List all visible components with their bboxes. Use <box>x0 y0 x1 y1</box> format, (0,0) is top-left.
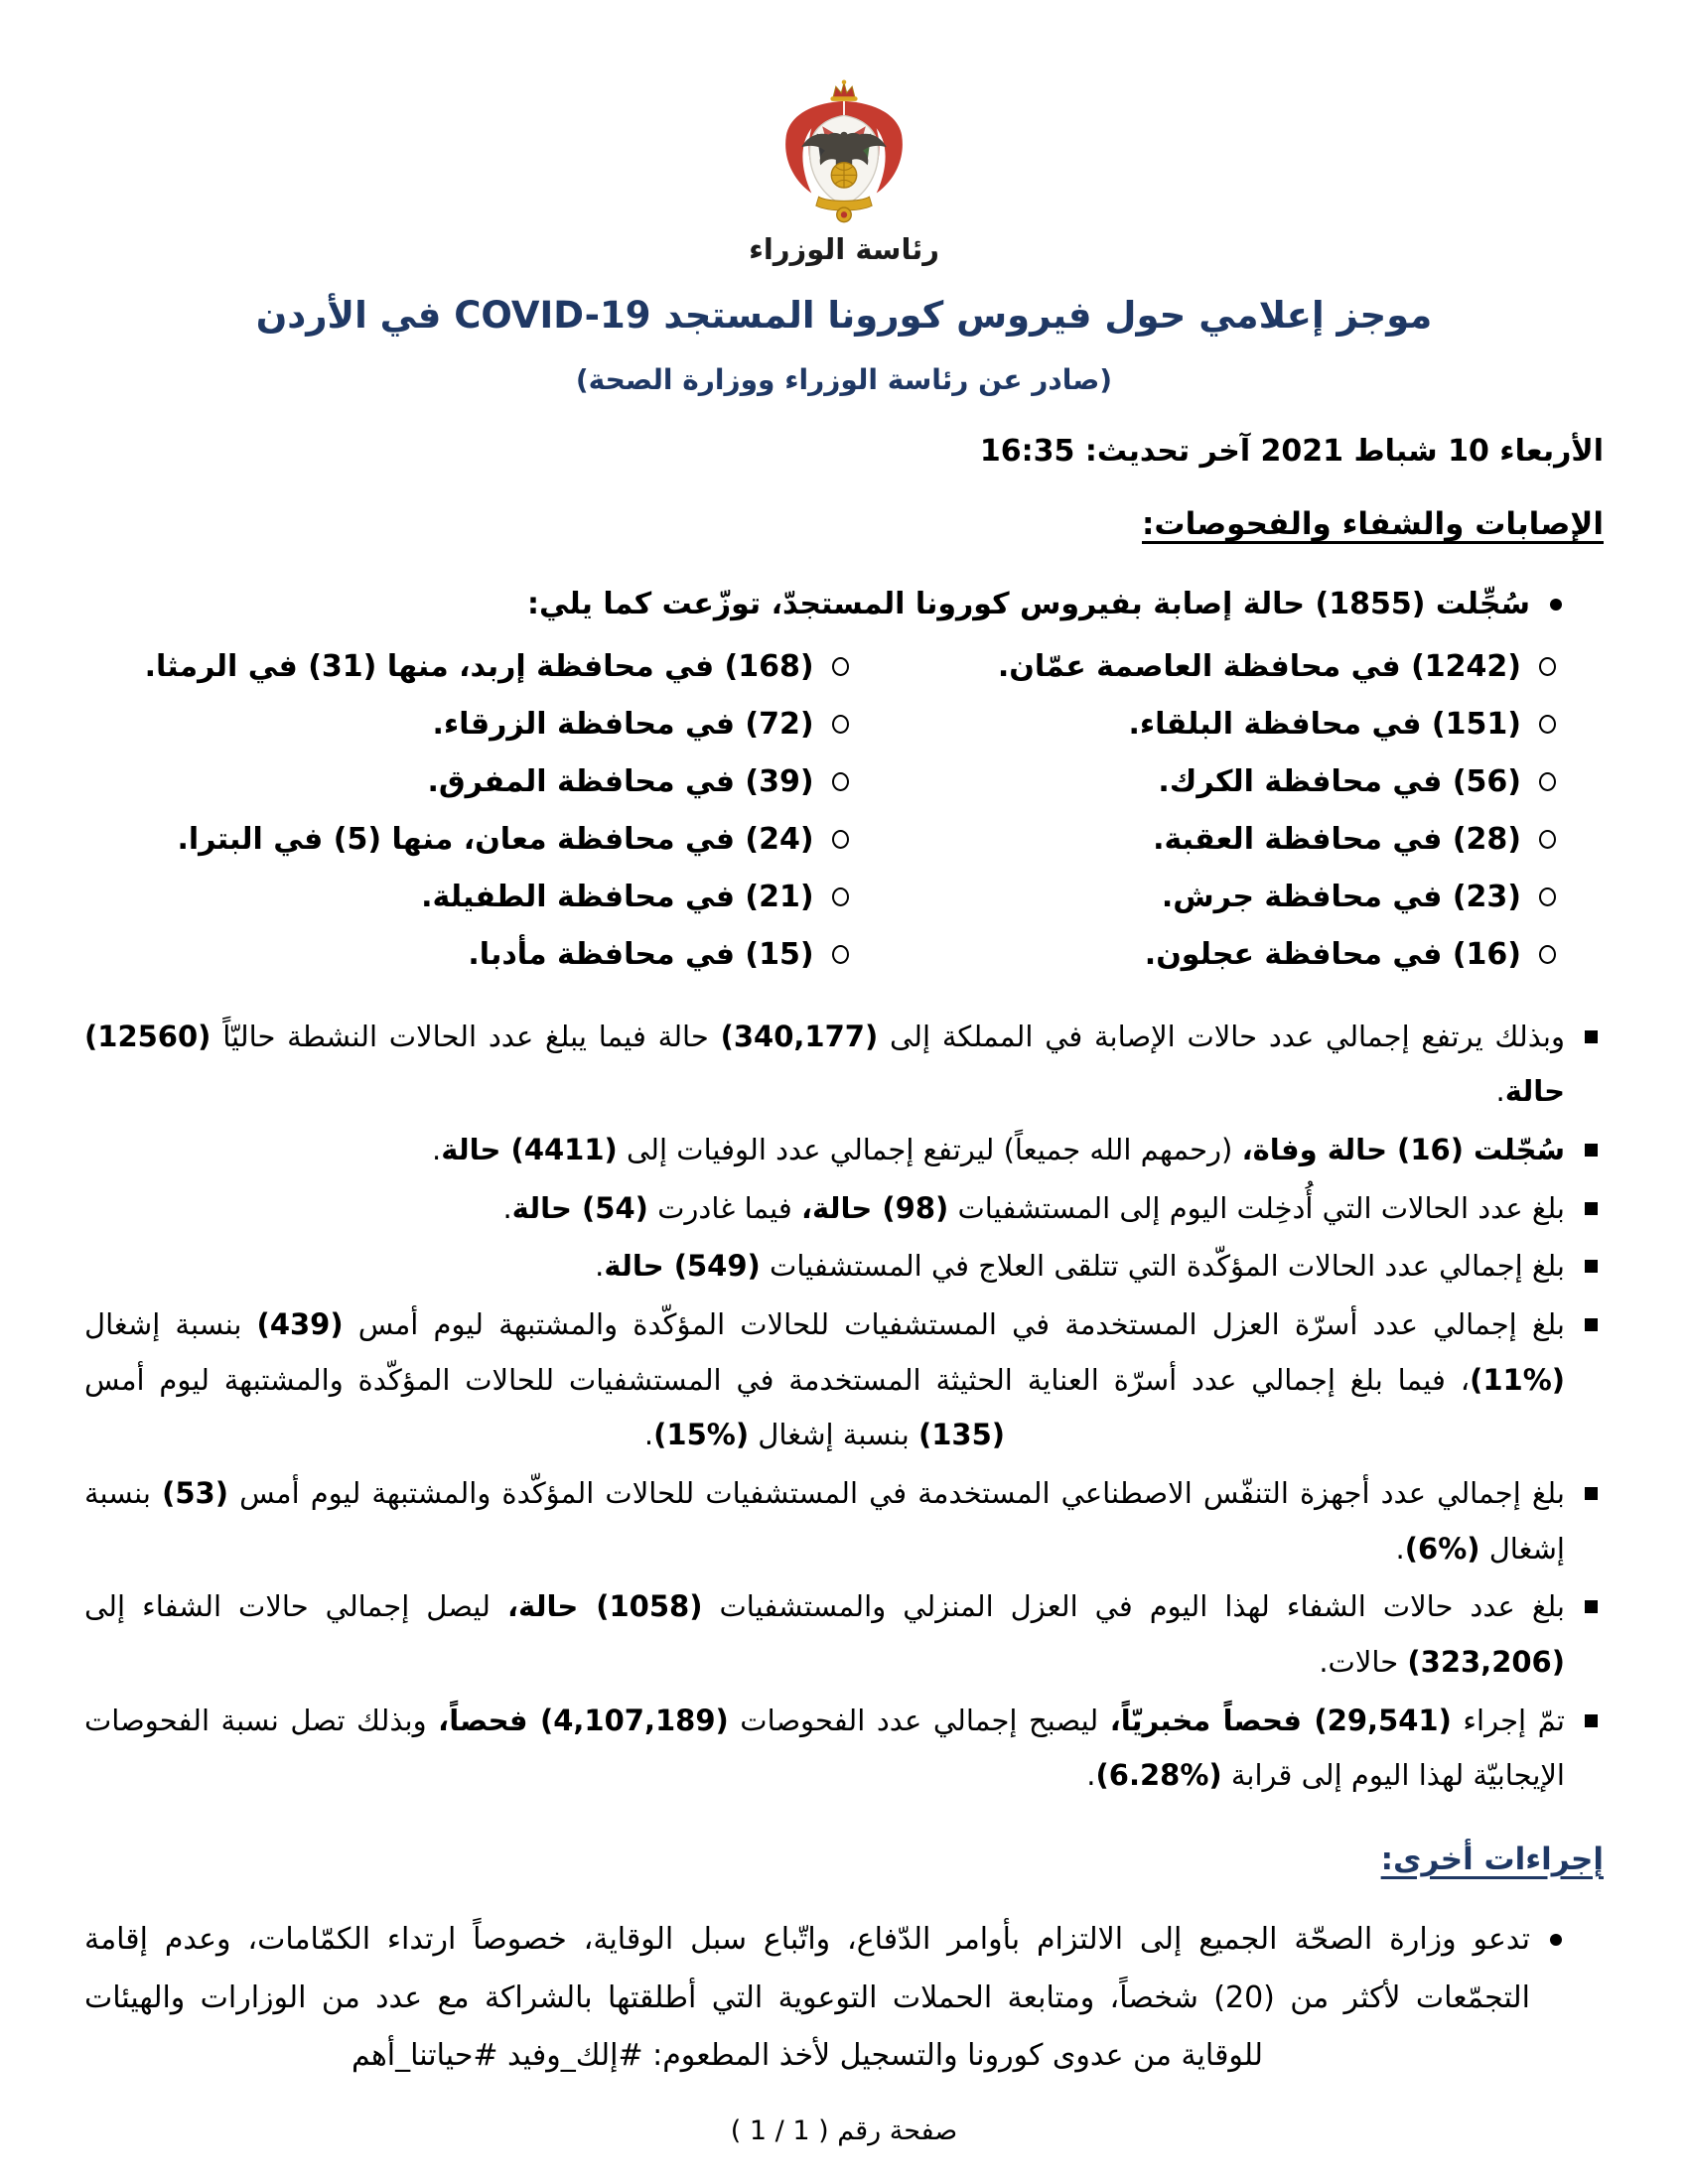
governorate-item <box>84 811 875 869</box>
circle-bullet-icon <box>1539 772 1556 791</box>
square-bullet-icon <box>1585 1260 1598 1273</box>
governorate-item <box>84 753 875 811</box>
jordan-coat-of-arms-logo <box>84 79 1604 266</box>
square-bullet-icon <box>1585 1144 1598 1157</box>
governorate-item-text: (168) في محافظة إربد، منها (31) في الرمثا. <box>144 649 814 685</box>
governorate-item <box>84 696 875 753</box>
globe-icon <box>831 163 856 188</box>
stat-bullet <box>84 1123 1604 1178</box>
square-bullet-icon <box>1585 1318 1598 1331</box>
stat-bullet-text: بلغ إجمالي عدد أجهزة التنفّس الاصطناعي المستخدمة في المستشفيات للحالات المؤكّدة والمشتبهة ليوم أمس (53) بنسبة إشغال (%6). <box>84 1475 1565 1566</box>
square-bullet-icon <box>1585 1487 1598 1500</box>
circle-bullet-icon <box>1539 945 1556 964</box>
page-number: صفحة رقم ( 1 / 1 ) <box>730 2115 958 2146</box>
page-subtitle: (صادر عن رئاسة الوزراء ووزارة الصحة) <box>575 363 1113 397</box>
governorate-item-text: (24) في محافظة معان، منها (5) في البترا. <box>177 822 814 858</box>
intro-bullet <box>84 576 1604 634</box>
stat-bullet-text: بلغ إجمالي عدد أسرّة العزل المستخدمة في المستشفيات للحالات المؤكّدة والمشتبهة ليوم أمس (439) بنسبة إشغال (%11)، فيما بلغ إجمالي عدد أسرّة العناية الحثيثة المستخدمة في المستشفيات للحالات المؤكّدة والمشتبهة ليوم أمس (135) بنسبة إشغال (%15). <box>84 1306 1565 1452</box>
governorate-item-text: (72) في محافظة الزرقاء. <box>432 707 814 743</box>
governorate-item <box>875 811 1604 869</box>
other-measures-text: تدعو وزارة الصحّة الجميع إلى الالتزام بأوامر الدّفاع، واتّباع سبل الوقاية، خصوصاً ارتداء الكمّامات، وعدم إقامة التجمّعات لأكثر من (20) شخصاً، ومتابعة الحملات التوعوية التي أطلقتها بالشراكة مع عدد من الوزارات والهيئات للوقاية من عدوى كورونا والتسجيل لأخذ المطعوم: #إلك_وفيد #حياتنا_أهم <box>84 1922 1530 2073</box>
square-bullet-icon <box>1585 1600 1598 1613</box>
circle-bullet-icon <box>832 945 849 964</box>
governorate-item <box>875 926 1604 984</box>
prime-ministry-calligraphy: رئاسة الوزراء <box>749 232 939 266</box>
governorate-item-text: (1242) في محافظة العاصمة عمّان. <box>997 649 1521 685</box>
governorate-item-text: (21) في محافظة الطفيلة. <box>421 880 814 915</box>
governorate-item-text: (39) في محافظة المفرق. <box>427 764 814 800</box>
bullet-dot-icon <box>1550 599 1562 611</box>
page-title: موجز إعلامي حول فيروس كورونا المستجد COVID-19 في الأردن <box>255 294 1433 337</box>
governorate-item <box>875 753 1604 811</box>
circle-bullet-icon <box>1539 887 1556 906</box>
crown-icon <box>830 79 857 100</box>
circle-bullet-icon <box>832 887 849 906</box>
stat-bullet <box>84 1239 1604 1295</box>
circle-bullet-icon <box>1539 715 1556 734</box>
governorate-item <box>84 638 875 696</box>
square-bullet-icon <box>1585 1030 1598 1043</box>
stat-bullet-text: سُجّلت (16) حالة وفاة، (رحمهم الله جميعاً) ليرتفع إجمالي عدد الوفيات إلى (4411) حالة. <box>431 1132 1565 1166</box>
stat-bullet <box>84 1579 1604 1690</box>
stat-bullet <box>84 1694 1604 1804</box>
governorate-item-text: (23) في محافظة جرش. <box>1161 880 1521 915</box>
circle-bullet-icon <box>832 657 849 676</box>
stat-bullet-text: وبذلك يرتفع إجمالي عدد حالات الإصابة في المملكة إلى (340,177) حالة فيما يبلغ عدد الحالات النشطة حاليّاً (12560) حالة. <box>84 1019 1565 1109</box>
governorate-item-text: (16) في محافظة عجلون. <box>1144 937 1521 973</box>
governorate-item-text: (28) في محافظة العقبة. <box>1153 822 1521 858</box>
governorate-item-text: (15) في محافظة مأدبا. <box>468 937 814 973</box>
governorate-item <box>84 926 875 984</box>
coat-of-arms-emblem <box>745 79 943 228</box>
stat-bullet <box>84 1181 1604 1237</box>
governorate-item <box>84 869 875 926</box>
stat-bullet <box>84 1010 1604 1120</box>
circle-bullet-icon <box>832 715 849 734</box>
governorate-item <box>875 638 1604 696</box>
governorate-distribution-list <box>84 638 1604 984</box>
circle-bullet-icon <box>832 772 849 791</box>
stat-bullet-text: بلغ عدد الحالات التي أُدخِلت اليوم إلى المستشفيات (98) حالة، فيما غادرت (54) حالة. <box>502 1190 1565 1225</box>
circle-bullet-icon <box>1539 830 1556 849</box>
section-header-infections: الإصابات والشفاء والفحوصات: <box>1142 506 1604 543</box>
governorate-item-text: (56) في محافظة الكرك. <box>1158 764 1521 800</box>
governorate-item <box>875 869 1604 926</box>
square-bullet-icon <box>1585 1714 1598 1727</box>
other-measures-bullet <box>84 1911 1604 2086</box>
stat-bullet <box>84 1466 1604 1576</box>
circle-bullet-icon <box>832 830 849 849</box>
stat-bullet <box>84 1297 1604 1463</box>
date-update-line: الأربعاء 10 شباط 2021 آخر تحديث: 16:35 <box>979 434 1604 470</box>
governorate-item <box>875 696 1604 753</box>
statistics-bullet-list <box>84 1010 1604 1804</box>
governorate-item-text: (151) في محافظة البلقاء. <box>1128 707 1521 743</box>
stat-bullet-text: تمّ إجراء (29,541) فحصاً مخبريّاً، ليصبح إجمالي عدد الفحوصات (4,107,189) فحصاً، وبذلك تصل نسبة الفحوصات الإيجابيّة لهذا اليوم إلى قرابة (%6.28). <box>84 1703 1565 1793</box>
stat-bullet-text: بلغ إجمالي عدد الحالات المؤكّدة التي تتلقى العلاج في المستشفيات (549) حالة. <box>595 1249 1565 1284</box>
square-bullet-icon <box>1585 1202 1598 1215</box>
section-header-other-measures: إجراءات أخرى: <box>1380 1842 1604 1877</box>
intro-bullet-text: سُجِّلت (1855) حالة إصابة بفيروس كورونا المستجدّ، توزّعت كما يلي: <box>527 587 1530 622</box>
bullet-dot-icon <box>1550 1934 1562 1946</box>
circle-bullet-icon <box>1539 657 1556 676</box>
stat-bullet-text: بلغ عدد حالات الشفاء لهذا اليوم في العزل المنزلي والمستشفيات (1058) حالة، ليصل إجمالي حالات الشفاء إلى (323,206) حالات. <box>84 1589 1565 1679</box>
